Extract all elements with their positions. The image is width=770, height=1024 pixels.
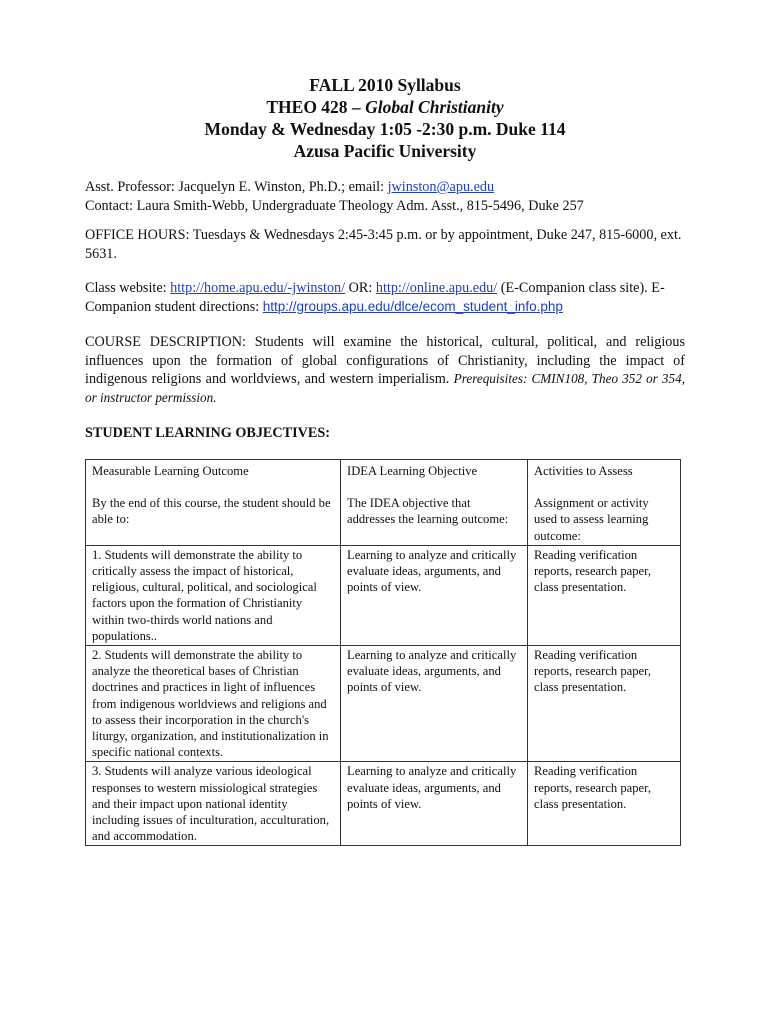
activity-cell: Reading verification reports, research paper, class presentation. bbox=[528, 762, 681, 846]
course-title bbox=[0, 96, 770, 118]
course-description bbox=[85, 333, 685, 407]
university-name: Azusa Pacific University bbox=[293, 141, 477, 161]
outcome-cell: 2. Students will demonstrate the ability to analyze the theoretical bases of Christian doctrines and practices in light of influences from indigenous worldviews and religions and to assess their incorporation in the church's liturgy, organization, and institutionalization in specific national contexts. bbox=[86, 646, 341, 762]
idea-cell: Learning to analyze and critically evaluate ideas, arguments, and points of view. bbox=[341, 762, 528, 846]
activity-cell: Reading verification reports, research paper, class presentation. bbox=[528, 646, 681, 762]
header-cell-idea: IDEA Learning Objective The IDEA objective that addresses the learning outcome: bbox=[341, 460, 528, 546]
class-website bbox=[85, 279, 685, 316]
objectives-heading: STUDENT LEARNING OBJECTIVES: bbox=[85, 425, 330, 441]
header-cell-outcome: Measurable Learning Outcome By the end of this course, the student should be able to: bbox=[86, 460, 341, 546]
header-cell-activities: Activities to Assess Assignment or activity used to assess learning outcome: bbox=[528, 460, 681, 546]
professor-text: Asst. Professor: Jacquelyn E. Winston, Ph.D.; email: bbox=[85, 179, 388, 195]
semester-title: FALL 2010 Syllabus bbox=[309, 75, 461, 95]
professor-email-link[interactable]: jwinston@apu.edu bbox=[387, 179, 495, 195]
website-or: OR: bbox=[345, 280, 376, 296]
office-hours-text: OFFICE HOURS: Tuesdays & Wednesdays 2:45-3:45 p.m. or by appointment, Duke 247, 815-6000, ext. 5631. bbox=[85, 227, 682, 262]
ecompanion-directions-link[interactable]: http://groups.apu.edu/dlce/ecom_student_info.php bbox=[262, 298, 563, 314]
professor-line bbox=[85, 178, 685, 197]
learning-objectives-table bbox=[85, 459, 681, 846]
website-prefix: Class website: bbox=[85, 280, 171, 296]
prerequisites: Prerequisites: CMIN108, Theo 352 or 354, or instructor permission. bbox=[85, 371, 685, 405]
website-suffix: (E-Companion class site). E-Companion student directions: bbox=[85, 280, 665, 315]
table-row bbox=[86, 646, 681, 762]
contact-line: Contact: Laura Smith-Webb, Undergraduate Theology Adm. Asst., 815-5496, Duke 257 bbox=[85, 197, 584, 214]
office-hours bbox=[85, 226, 685, 263]
syllabus-header bbox=[0, 74, 770, 162]
outcome-cell: 3. Students will analyze various ideological responses to western missiological strategies and their impact upon national identity including issues of inculturation, acculturation, and accommodation. bbox=[86, 762, 341, 846]
outcome-cell: 1. Students will demonstrate the ability to critically assess the impact of historical, religious, cultural, political, and sociological factors upon the formation of Christianity within two-thirds world nations and populations.. bbox=[86, 545, 341, 645]
course-description-text: COURSE DESCRIPTION: Students will examine the historical, cultural, political, and religious influences upon the formation of global configurations of Christianity, including the impact of indigenous religions and worldviews, and western imperialism. bbox=[85, 334, 685, 387]
class-schedule: Monday & Wednesday 1:05 -2:30 p.m. Duke 114 bbox=[204, 119, 566, 139]
table-header-row bbox=[86, 460, 681, 546]
home-website-link[interactable]: http://home.apu.edu/-jwinston/ bbox=[170, 280, 346, 296]
idea-cell: Learning to analyze and critically evaluate ideas, arguments, and points of view. bbox=[341, 545, 528, 645]
course-name: Global Christianity bbox=[365, 97, 504, 117]
activity-cell: Reading verification reports, research paper, class presentation. bbox=[528, 545, 681, 645]
idea-cell: Learning to analyze and critically evaluate ideas, arguments, and points of view. bbox=[341, 646, 528, 762]
online-website-link[interactable]: http://online.apu.edu/ bbox=[375, 280, 498, 296]
staff-info bbox=[85, 178, 685, 215]
table-row bbox=[86, 762, 681, 846]
table-row bbox=[86, 545, 681, 645]
course-code: THEO 428 – bbox=[266, 97, 366, 117]
